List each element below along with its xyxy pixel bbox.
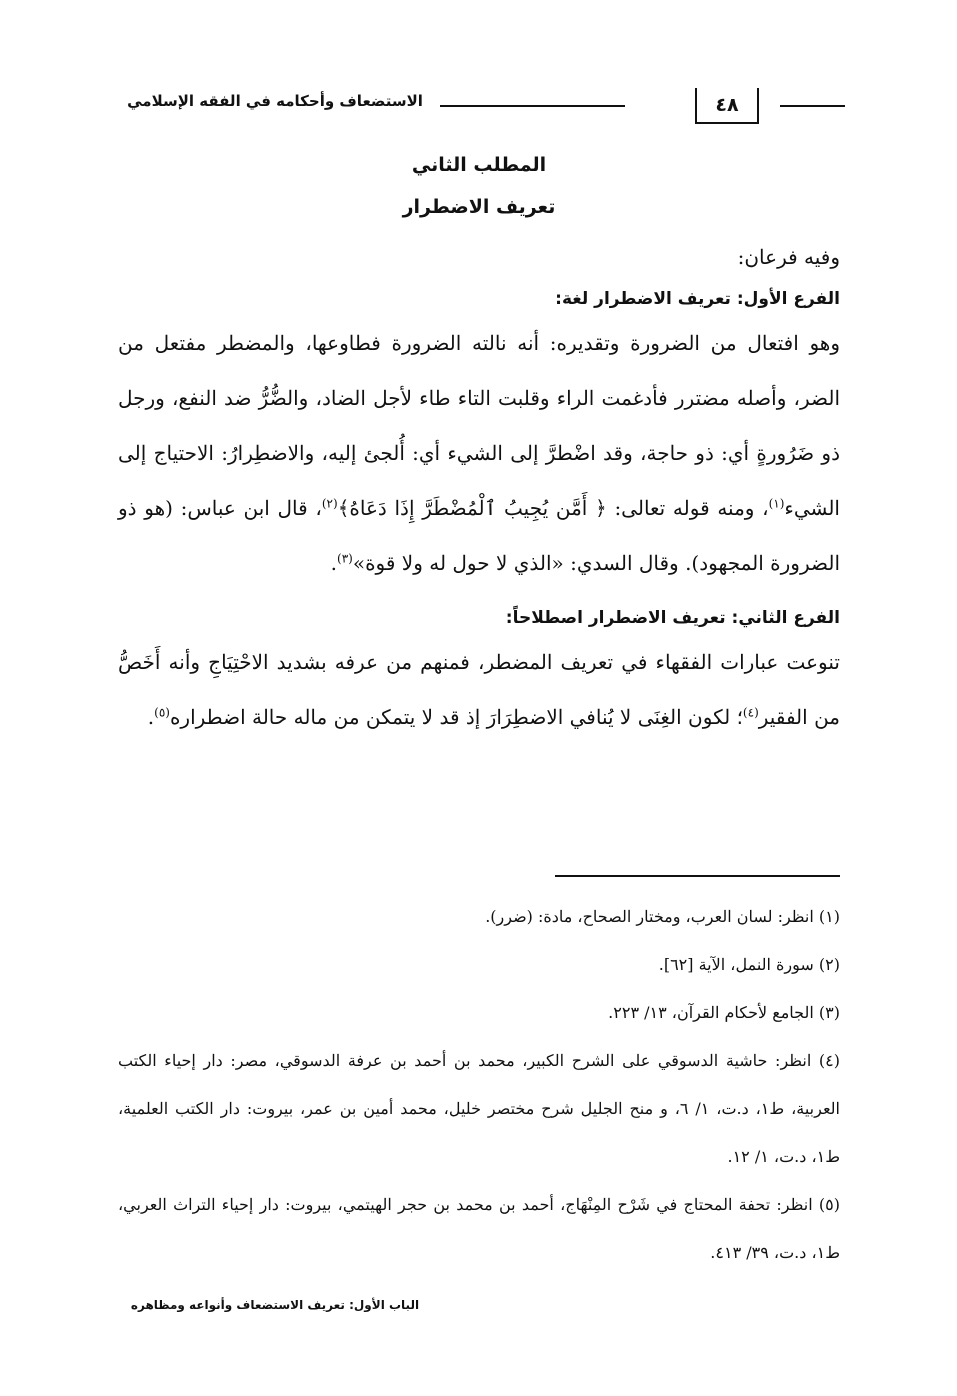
branch1-heading: الفرع الأول: تعريف الاضطرار لغة: — [555, 289, 840, 309]
footnote-ref-5[interactable]: (٥) — [154, 705, 170, 720]
branch1-text-d: . — [330, 551, 337, 575]
footnote-ref-3[interactable]: (٣) — [337, 551, 353, 566]
footnote-5: (٥) انظر: تحفة المحتاج في شَرْح المِنْهَاج، أحمد بن محمد بن حجر الهيتمي، بيروت: دار إحياء التراث العربي، ط١، د.ت، ٣٩/ ٤١٣. — [118, 1195, 840, 1262]
section-title: المطلب الثاني — [411, 154, 547, 176]
intro-text: وفيه فرعان: — [737, 245, 840, 269]
branch1-text-b: ، ومنه قوله تعالى: ﴿ أَمَّن يُجِيبُ ٱلْمُضْطَرَّ إِذَا دَعَاهُ﴾ — [337, 496, 769, 520]
footnote-ref-4[interactable]: (٤) — [742, 705, 759, 720]
footnote-2: (٢) سورة النمل، الآية [٦٢]. — [658, 955, 840, 974]
footnote-ref-2[interactable]: (٢) — [321, 496, 338, 511]
branch2-paragraph — [118, 635, 840, 745]
branch2-heading: الفرع الثاني: تعريف الاضطرار اصطلاحاً: — [505, 608, 840, 628]
footnote-ref-1[interactable]: (١) — [768, 496, 785, 511]
branch1-paragraph — [118, 316, 840, 591]
section-subtitle: تعريف الاضطرار — [402, 196, 556, 218]
running-header — [110, 80, 845, 128]
running-title: الاستضعاف وأحكامه في الفقه الإسلامي — [110, 92, 440, 110]
running-footer: الباب الأول: تعريف الاستضعاف وأنواعه ومظاهره — [130, 1298, 420, 1312]
footnote-4: (٤) انظر: حاشية الدسوقي على الشرح الكبير، محمد بن أحمد بن عرفة الدسوقي، مصر: دار إحياء الكتب العربية، ط١، د.ت، ١/ ٦، و منح الجليل شرح مختصر خليل، محمد أمين بن عمر، بيروت: دار الكتب العلمية، ط١، د.ت، ١/ ١٢. — [118, 1051, 840, 1166]
branch1-text-c: ، قال ابن عباس: (هو ذو الضرورة المجهود). وقال السدي: «الذي لا حول له ولا قوة» — [118, 496, 840, 575]
branch2-text-a: تنوعت عبارات الفقهاء في تعريف المضطر، فمنهم من عرفه بشديد الاحْتِيَاجِ وأنه أَخَصُّ من الفقير — [118, 650, 840, 729]
footnote-separator — [555, 875, 840, 877]
page-number: ٤٨ — [695, 88, 759, 124]
header-rule-right — [780, 105, 845, 107]
footnotes — [118, 893, 840, 1277]
footnote-1: (١) انظر: لسان العرب، ومختار الصحاح، مادة: (ضرر). — [485, 907, 840, 926]
main-content — [118, 140, 840, 745]
branch2-text-b: ؛ لكون الغِنَى لا يُنافي الاضطِرَارَ إذ قد لا يتمكن من ماله حالة اضطراره — [169, 705, 743, 729]
branch2-text-c: . — [147, 705, 155, 729]
branch1-text-a: وهو افتعال من الضرورة وتقديره: أنه نالته الضرورة فطاوعها، والمضطر مفتعل من الضر، وأصله مضترر فأدغمت الراء وقلبت التاء طاء لأجل الضاد، والضُّرُّ ضد النفع، ورجل ذو ضَرُورةٍ أي: ذو حاجة، وقد اضْطرَّ إلى الشيء أي: أُلجئ إليه، والاضطِرارُ: الاحتياج إلى الشيء — [118, 331, 840, 520]
footnote-3: (٣) الجامع لأحكام القرآن، ١٣/ ٢٢٣. — [608, 1003, 840, 1022]
